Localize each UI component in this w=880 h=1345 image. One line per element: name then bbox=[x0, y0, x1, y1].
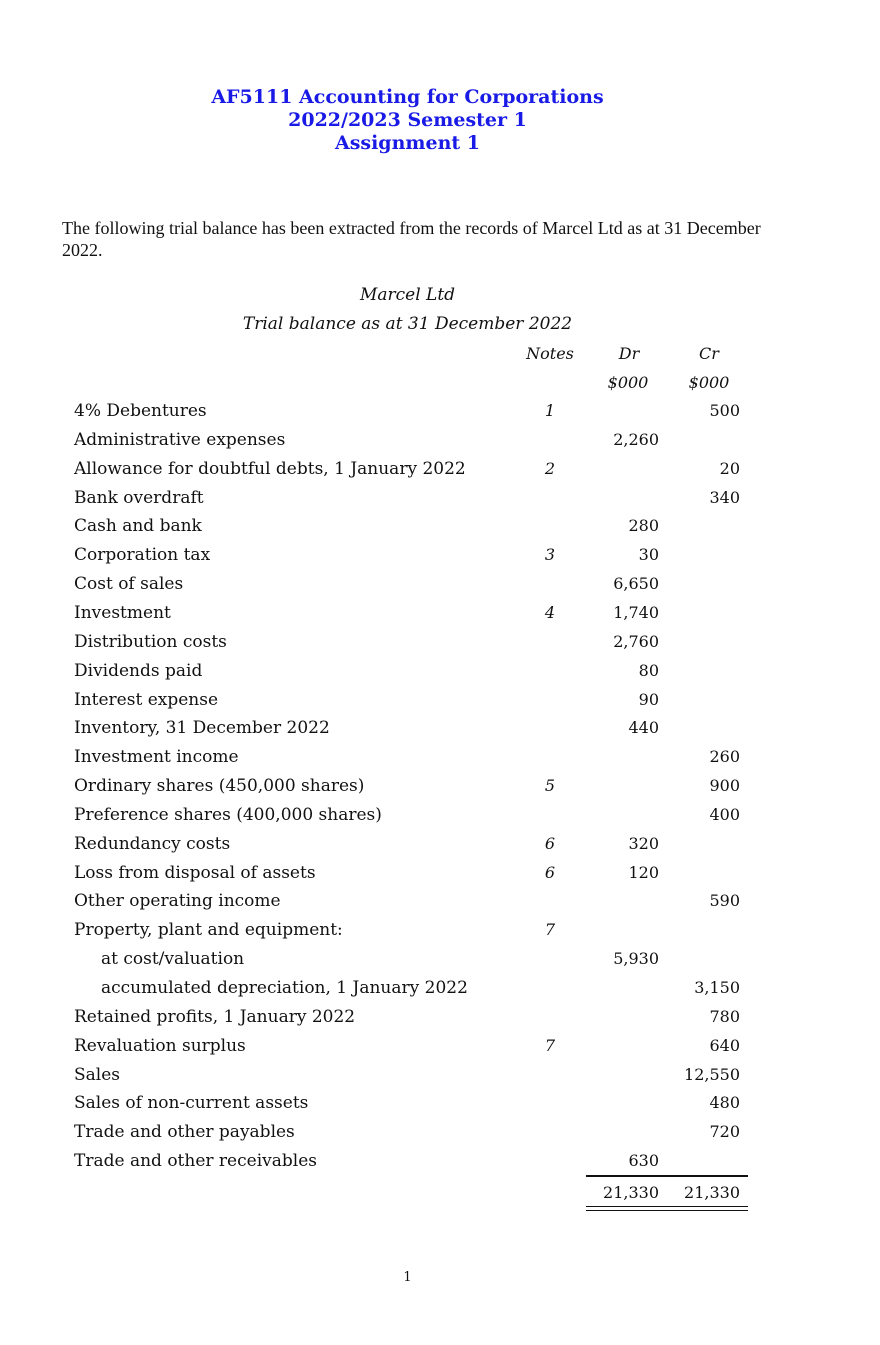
notes-column-header: Notes bbox=[526, 344, 574, 363]
semester-title: 2022/2023 Semester 1 bbox=[288, 109, 527, 131]
account-name: Cost of sales bbox=[74, 574, 184, 595]
credit-amount: 640 bbox=[709, 1035, 740, 1055]
note-ref: 1 bbox=[544, 401, 556, 420]
table-row bbox=[0, 975, 880, 1004]
credit-amount: 590 bbox=[709, 891, 740, 911]
debit-amount: 2,760 bbox=[613, 631, 659, 651]
table-row bbox=[0, 513, 880, 542]
debit-amount: 120 bbox=[628, 862, 659, 882]
table-row bbox=[0, 542, 880, 571]
account-name: Distribution costs bbox=[74, 631, 227, 652]
debit-amount: 1,740 bbox=[613, 602, 659, 622]
account-name: Interest expense bbox=[74, 689, 219, 710]
table-row bbox=[0, 1119, 880, 1148]
debit-amount: 440 bbox=[628, 718, 659, 738]
subtotal-rule bbox=[586, 1175, 748, 1177]
account-name: Dividends paid bbox=[74, 660, 203, 681]
table-row bbox=[0, 571, 880, 600]
debit-amount: 6,650 bbox=[613, 574, 659, 594]
total-cr: 21,330 bbox=[684, 1183, 740, 1202]
table-row bbox=[0, 658, 880, 687]
cr-unit-label: $000 bbox=[688, 373, 730, 392]
page-number: 1 bbox=[403, 1270, 412, 1285]
table-row bbox=[0, 888, 880, 917]
account-name: Investment bbox=[74, 602, 171, 623]
account-name: Cash and bank bbox=[74, 516, 202, 537]
document-header bbox=[0, 86, 815, 155]
account-name: Investment income bbox=[74, 747, 239, 768]
note-ref: 6 bbox=[544, 862, 556, 882]
table-row bbox=[0, 802, 880, 831]
account-name: Bank overdraft bbox=[74, 487, 204, 508]
table-row bbox=[0, 456, 880, 485]
table-row bbox=[0, 427, 880, 456]
table-row bbox=[0, 1062, 880, 1091]
totals-row bbox=[0, 1180, 880, 1209]
table-row bbox=[0, 773, 880, 802]
account-name: Revaluation surplus bbox=[74, 1035, 246, 1056]
total-dr: 21,330 bbox=[603, 1183, 659, 1202]
table-row bbox=[0, 485, 880, 514]
account-name: Administrative expenses bbox=[74, 429, 286, 450]
intro-paragraph: The following trial balance has been extracted from the records of Marcel Ltd as at 31 December 2022. bbox=[62, 218, 761, 260]
note-ref: 5 bbox=[544, 776, 556, 796]
table-row bbox=[0, 744, 880, 773]
note-ref: 7 bbox=[544, 1035, 556, 1055]
note-ref: 4 bbox=[544, 602, 556, 622]
table-row bbox=[0, 831, 880, 860]
table-row bbox=[0, 715, 880, 744]
note-ref: 2 bbox=[544, 458, 556, 478]
credit-amount: 400 bbox=[709, 804, 740, 824]
course-title: AF5111 Accounting for Corporations bbox=[211, 86, 604, 108]
table-row bbox=[0, 1090, 880, 1119]
credit-amount: 3,150 bbox=[694, 978, 740, 997]
account-name: Corporation tax bbox=[74, 545, 211, 566]
table-row bbox=[0, 1033, 880, 1062]
account-name: 4% Debentures bbox=[74, 401, 207, 421]
cr-column-header: Cr bbox=[699, 344, 719, 363]
table-row bbox=[0, 946, 880, 975]
account-name: Sales of non-current assets bbox=[74, 1093, 309, 1114]
debit-amount: 80 bbox=[638, 660, 659, 680]
table-row bbox=[0, 1148, 880, 1177]
account-name: Retained profits, 1 January 2022 bbox=[74, 1006, 356, 1027]
credit-amount: 900 bbox=[709, 776, 740, 796]
account-name: Other operating income bbox=[74, 891, 281, 912]
table-row bbox=[0, 600, 880, 629]
account-name: Allowance for doubtful debts, 1 January 2022 bbox=[74, 458, 466, 479]
account-name: Redundancy costs bbox=[74, 833, 231, 854]
table-row bbox=[0, 398, 880, 427]
credit-amount: 12,550 bbox=[684, 1064, 740, 1084]
total-double-rule bbox=[586, 1206, 748, 1211]
debit-amount: 320 bbox=[628, 833, 659, 853]
company-name: Marcel Ltd bbox=[359, 285, 456, 305]
debit-amount: 5,930 bbox=[613, 949, 659, 969]
account-name: at cost/valuation bbox=[101, 949, 245, 970]
statement-title: Trial balance as at 31 December 2022 bbox=[242, 314, 573, 334]
account-name: Inventory, 31 December 2022 bbox=[74, 718, 330, 739]
table-row bbox=[0, 687, 880, 716]
account-name: Loss from disposal of assets bbox=[74, 862, 316, 883]
credit-amount: 260 bbox=[709, 747, 740, 767]
credit-amount: 780 bbox=[709, 1006, 740, 1026]
table-row bbox=[0, 1004, 880, 1033]
assignment-title: Assignment 1 bbox=[334, 132, 481, 154]
table-row bbox=[0, 629, 880, 658]
account-name: accumulated depreciation, 1 January 2022 bbox=[101, 978, 468, 998]
account-name: Property, plant and equipment: bbox=[74, 920, 343, 941]
debit-amount: 30 bbox=[638, 545, 659, 565]
account-name: Ordinary shares (450,000 shares) bbox=[74, 776, 365, 797]
debit-amount: 90 bbox=[638, 689, 659, 709]
account-name: Trade and other receivables bbox=[74, 1151, 317, 1172]
table-row bbox=[0, 917, 880, 946]
table-row bbox=[0, 860, 880, 889]
debit-amount: 630 bbox=[628, 1151, 659, 1171]
note-ref: 7 bbox=[544, 920, 556, 940]
credit-amount: 20 bbox=[719, 458, 740, 478]
note-ref: 3 bbox=[544, 545, 556, 565]
note-ref: 6 bbox=[544, 833, 556, 853]
credit-amount: 500 bbox=[709, 401, 740, 420]
debit-amount: 280 bbox=[628, 516, 659, 536]
credit-amount: 480 bbox=[709, 1093, 740, 1113]
account-name: Preference shares (400,000 shares) bbox=[74, 804, 382, 825]
dr-column-header: Dr bbox=[618, 344, 640, 363]
account-name: Sales bbox=[74, 1064, 121, 1085]
credit-amount: 720 bbox=[709, 1122, 740, 1142]
credit-amount: 340 bbox=[709, 487, 740, 507]
dr-unit-label: $000 bbox=[607, 373, 649, 392]
debit-amount: 2,260 bbox=[613, 429, 659, 449]
account-name: Trade and other payables bbox=[74, 1122, 295, 1143]
